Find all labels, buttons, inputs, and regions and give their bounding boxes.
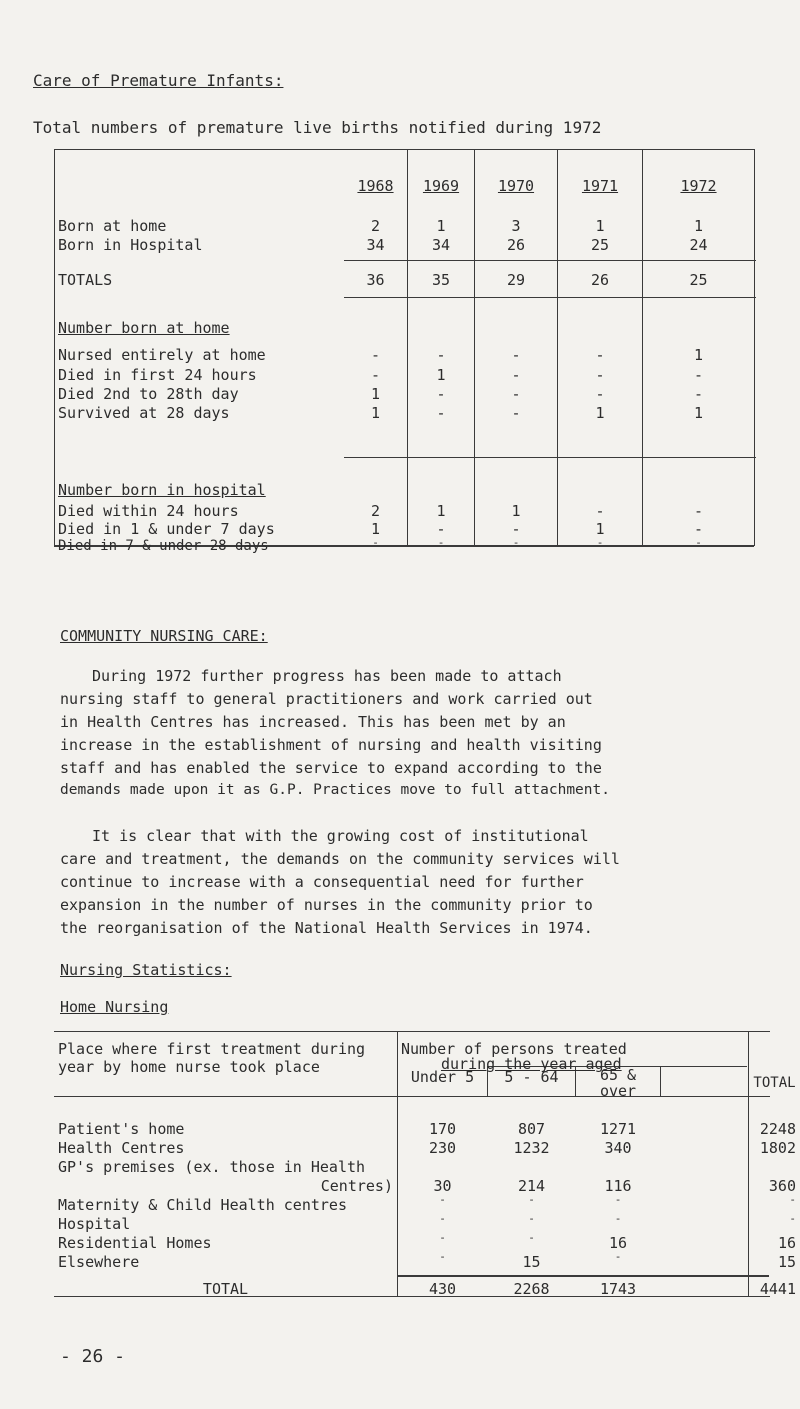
column-header: TOTAL: [753, 1075, 796, 1091]
table-cell: -: [595, 346, 605, 364]
table-cell: -: [695, 536, 702, 549]
table-cell: -: [511, 404, 521, 422]
table-cell: -: [439, 1212, 446, 1225]
table-cell: 24: [689, 236, 708, 254]
table-cell: -: [614, 1212, 622, 1225]
column-header: over: [599, 1082, 637, 1100]
table-cell: 116: [604, 1177, 632, 1195]
table-cell: 25: [590, 236, 610, 254]
table-cell: -: [693, 385, 704, 403]
table-cell: 30: [433, 1177, 452, 1195]
year-header: 1969: [422, 177, 460, 195]
table-cell: -: [528, 1212, 535, 1225]
table-cell: 170: [428, 1120, 457, 1138]
table-cell: -: [511, 385, 521, 403]
total-cell: 1743: [599, 1280, 637, 1298]
table-cell: -: [511, 520, 521, 538]
row-label: Patient's home: [58, 1120, 185, 1138]
table-cell: 1: [436, 366, 446, 384]
community-heading: COMMUNITY NURSING CARE:: [60, 627, 268, 645]
page-heading: Care of Premature Infants:: [33, 71, 284, 90]
table-cell: -: [595, 502, 605, 520]
paragraph-line: care and treatment, the demands on the community services will: [60, 850, 620, 868]
table-cell: 1: [693, 217, 704, 235]
table-cell: 1: [693, 404, 704, 422]
table-cell: -: [370, 346, 381, 364]
year-header: 1968: [357, 177, 394, 195]
table-cell: -: [512, 536, 520, 549]
table-cell: -: [370, 366, 381, 384]
table-cell: 340: [604, 1139, 632, 1157]
row-label: Died in first 24 hours: [58, 366, 257, 384]
table-cell: 1: [370, 385, 381, 403]
table-cell: 1: [436, 502, 446, 520]
table-cell: 34: [366, 236, 385, 254]
home-nursing-heading: Home Nursing: [60, 998, 169, 1016]
table-cell: -: [528, 1193, 535, 1206]
table-cell: -: [614, 1250, 622, 1263]
total-cell: 430: [428, 1280, 457, 1298]
table-cell: 1232: [513, 1139, 550, 1157]
column-header: 65 &: [599, 1066, 637, 1084]
table-cell: 1: [595, 217, 605, 235]
paragraph-line: in Health Centres has increased. This has been met by an: [60, 713, 566, 731]
table-cell: 16: [608, 1234, 628, 1252]
group-header: during the year aged: [441, 1055, 622, 1073]
table-cell: 1: [511, 502, 521, 520]
table-cell: 2: [370, 502, 381, 520]
total-label: TOTAL: [202, 1280, 249, 1298]
place-header: Place where first treatment during: [58, 1040, 366, 1058]
row-label: Survived at 28 days: [58, 404, 230, 422]
column-header: Under 5: [410, 1068, 475, 1086]
table-cell: -: [693, 520, 704, 538]
table-cell: 1: [595, 520, 605, 538]
paragraph-line: increase in the establishment of nursing and health visiting: [60, 736, 602, 754]
section-title: Number born in hospital: [58, 481, 266, 499]
table-cell: 2248: [759, 1120, 796, 1138]
column-header: 5 - 64: [504, 1068, 559, 1086]
table-cell: 15: [777, 1253, 796, 1271]
table-cell: 360: [768, 1177, 796, 1195]
row-label: Maternity & Child Health centres: [58, 1196, 347, 1214]
totals-cell: 35: [431, 271, 451, 289]
row-label: GP's premises (ex. those in Health: [58, 1158, 366, 1176]
table-cell: 230: [428, 1139, 457, 1157]
table-cell: 1: [370, 404, 381, 422]
paragraph-line: demands made upon it as G.P. Practices move to full attachment.: [60, 782, 610, 798]
table-cell: 3: [511, 217, 521, 235]
table-cell: -: [614, 1193, 622, 1206]
table-cell: 1802: [759, 1139, 796, 1157]
totals-label: TOTALS: [58, 271, 113, 289]
table-cell: -: [693, 502, 704, 520]
paragraph-line: expansion in the number of nurses in the community prior to: [60, 896, 593, 914]
table-cell: 15: [522, 1253, 541, 1271]
row-label: Residential Homes: [58, 1234, 212, 1252]
table-cell: -: [439, 1231, 446, 1244]
table-cell: -: [436, 404, 446, 422]
row-label: Health Centres: [58, 1139, 185, 1157]
table-cell: -: [789, 1193, 796, 1206]
table-cell: -: [439, 1250, 446, 1263]
table-cell: -: [595, 366, 605, 384]
table-cell: 1: [436, 217, 446, 235]
table-cell: -: [528, 1231, 535, 1244]
row-label: Died within 24 hours: [58, 502, 239, 520]
total-cell: 4441: [759, 1280, 796, 1298]
row-label: Hospital: [58, 1215, 131, 1233]
table-cell: 1: [595, 404, 605, 422]
nursing-stats-heading: Nursing Statistics:: [60, 961, 232, 979]
table-cell: -: [789, 1212, 796, 1225]
table-cell: 26: [506, 236, 526, 254]
table-cell: -: [596, 536, 604, 549]
row-label: Died in 1 & under 7 days: [58, 520, 275, 538]
table-cell: 1: [693, 346, 704, 364]
paragraph-line: the reorganisation of the National Health Services in 1974.: [60, 919, 593, 937]
group-header: Number of persons treated: [401, 1040, 627, 1058]
table-cell: -: [372, 536, 379, 549]
paragraph-line: continue to increase with a consequential need for further: [60, 873, 584, 891]
table-cell: 807: [517, 1120, 546, 1138]
row-label: Elsewhere: [58, 1253, 140, 1271]
table-cell: 16: [777, 1234, 796, 1252]
totals-cell: 29: [506, 271, 526, 289]
table-cell: -: [436, 520, 446, 538]
place-header: year by home nurse took place: [58, 1058, 320, 1076]
paragraph-line: staff and has enabled the service to expand according to the: [60, 759, 602, 777]
table-cell: 1: [370, 520, 381, 538]
paragraph-line: During 1972 further progress has been made to attach: [92, 667, 562, 685]
section-title: Number born at home: [58, 319, 230, 337]
table-cell: -: [693, 366, 704, 384]
table-cell: 34: [431, 236, 451, 254]
totals-cell: 36: [366, 271, 385, 289]
year-header: 1970: [497, 177, 535, 195]
table-cell: 214: [517, 1177, 546, 1195]
table-cell: 1271: [599, 1120, 637, 1138]
row-label: Centres): [320, 1177, 393, 1195]
table-cell: -: [436, 385, 446, 403]
table-cell: -: [511, 346, 521, 364]
paragraph-line: It is clear that with the growing cost of institutional: [92, 827, 589, 845]
row-label: Nursed entirely at home: [58, 346, 266, 364]
table-cell: -: [437, 536, 445, 549]
total-cell: 2268: [513, 1280, 550, 1298]
totals-cell: 26: [590, 271, 610, 289]
table-cell: -: [439, 1193, 446, 1206]
page-number: - 26 -: [60, 1346, 126, 1367]
table-cell: 2: [370, 217, 381, 235]
table-cell: -: [595, 385, 605, 403]
totals-cell: 25: [689, 271, 708, 289]
page-subheading: Total numbers of premature live births notified during 1972: [33, 118, 602, 137]
row-label: Born in Hospital: [58, 236, 203, 254]
row-label: Died 2nd to 28th day: [58, 385, 239, 403]
year-header: 1971: [581, 177, 619, 195]
paragraph-line: nursing staff to general practitioners and work carried out: [60, 690, 593, 708]
table-cell: -: [511, 366, 521, 384]
table-cell: -: [436, 346, 446, 364]
row-label: Died in 7 & under 28 days: [58, 538, 269, 554]
row-label: Born at home: [58, 217, 167, 235]
year-header: 1972: [680, 177, 717, 195]
